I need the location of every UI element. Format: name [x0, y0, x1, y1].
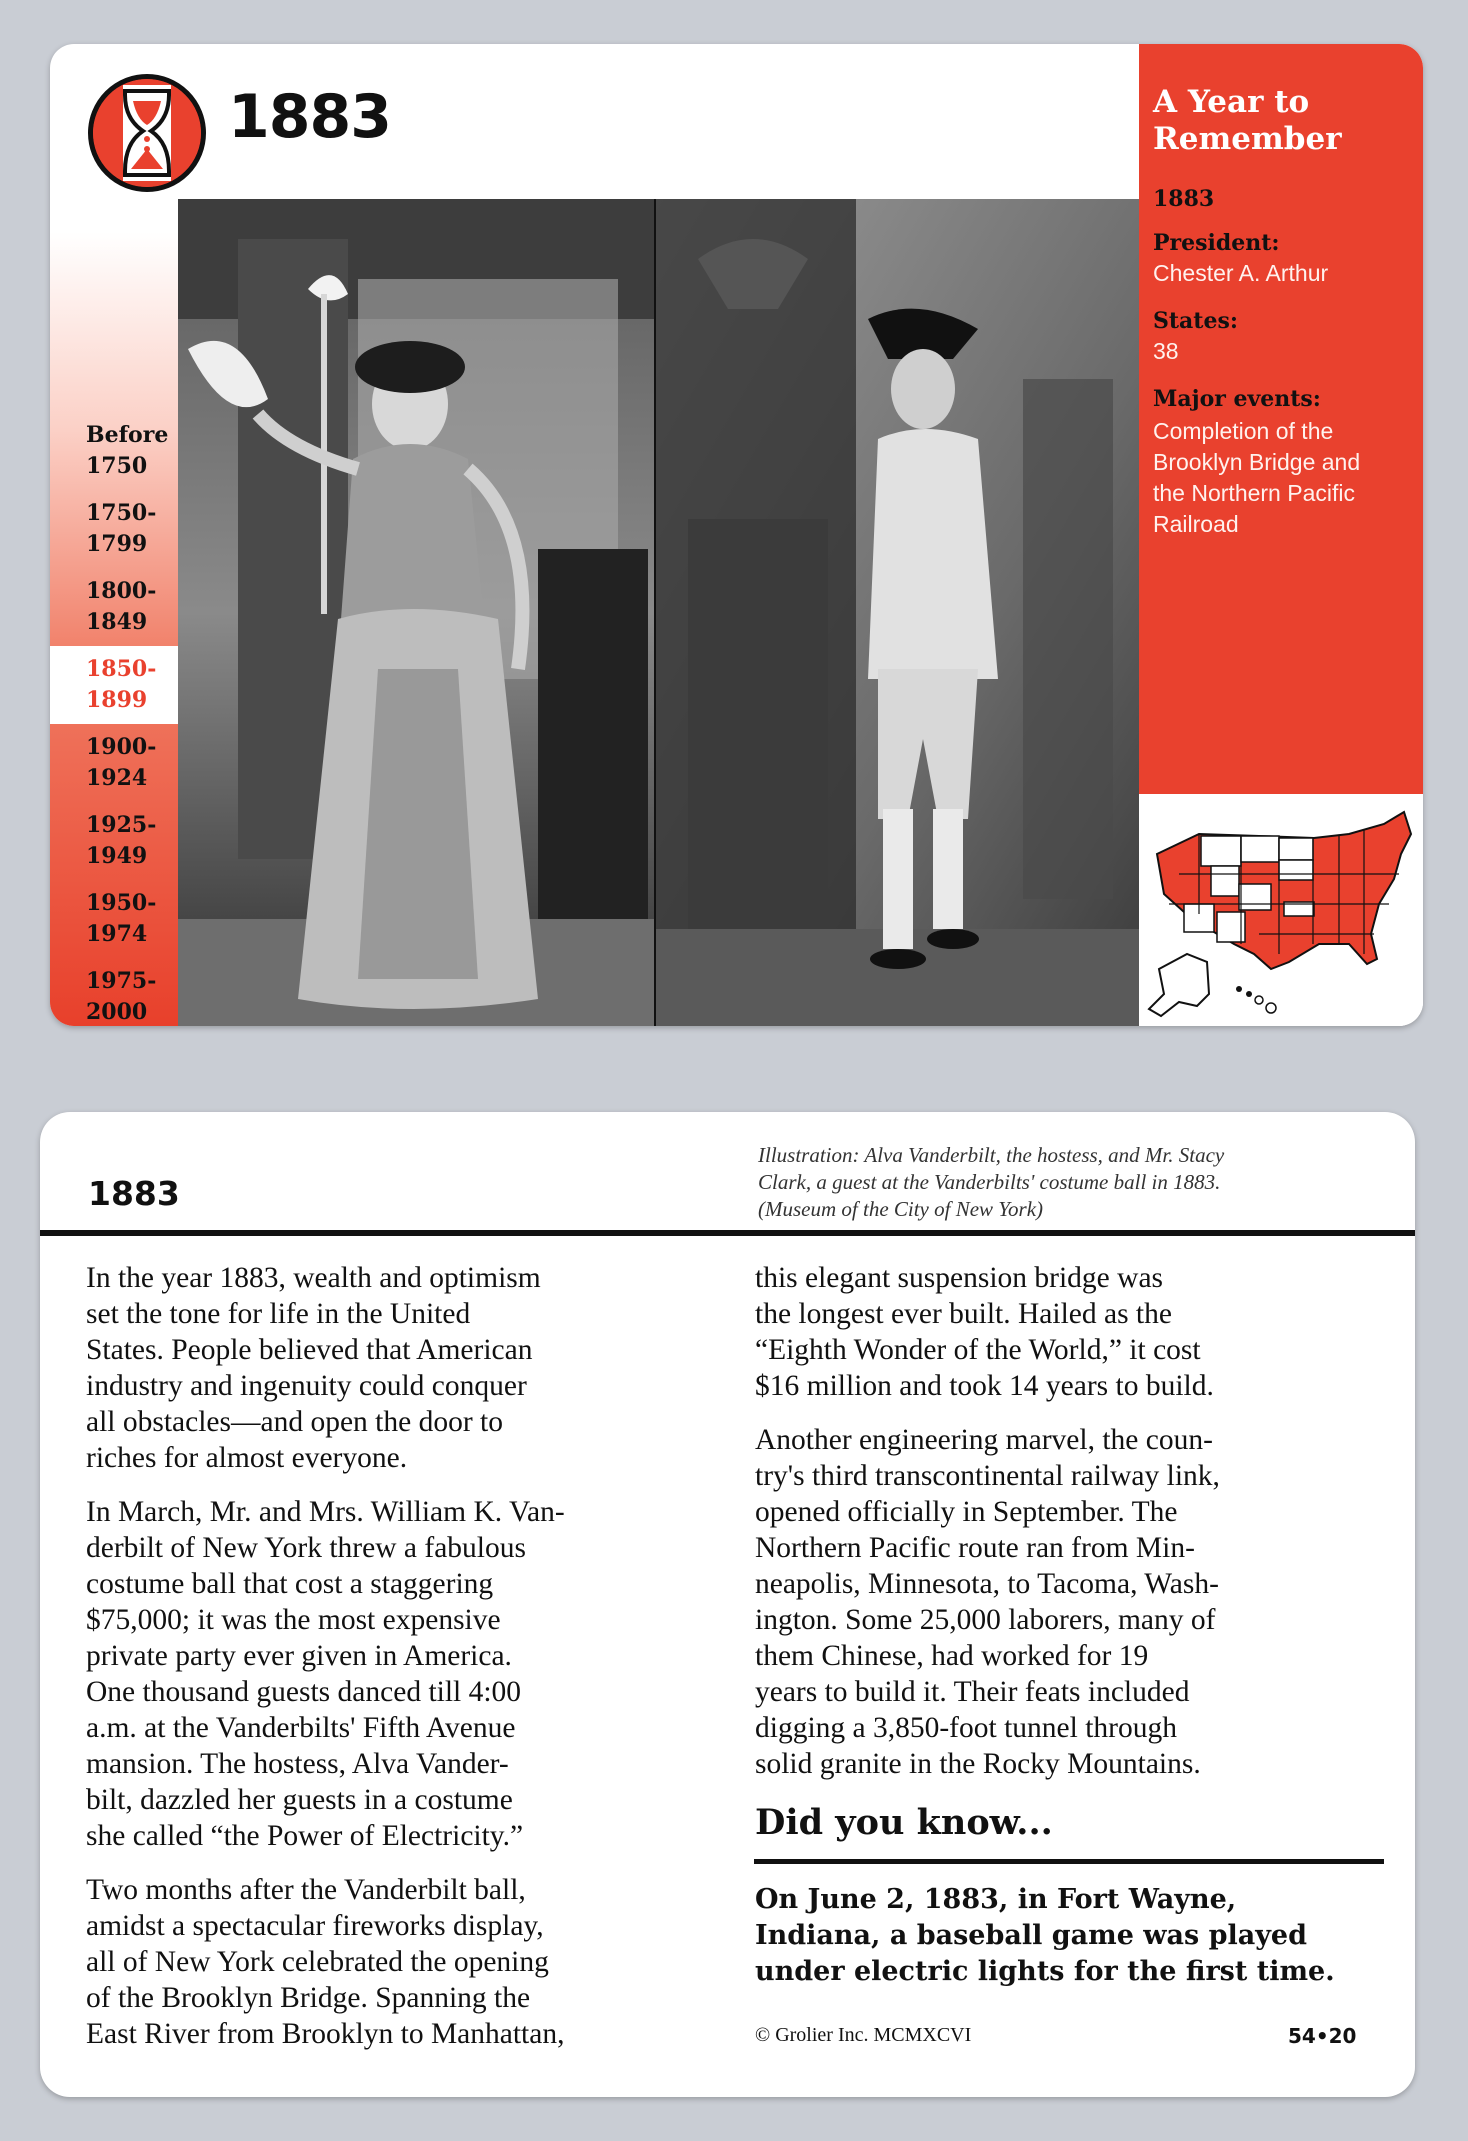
timeline-item-line2: 1799 — [86, 531, 148, 557]
article-column-left — [86, 1260, 712, 2070]
states-value: 38 — [1153, 338, 1179, 364]
timeline-item-line2: 1924 — [86, 765, 148, 791]
timeline-item-before-1750[interactable] — [50, 412, 178, 490]
copyright-notice: © Grolier Inc. MCMXCVI — [755, 2024, 972, 2046]
panel-title-line1: A Year to — [1153, 84, 1310, 120]
article-year: 1883 — [88, 1174, 180, 1213]
text-line: ington. Some 25,000 laborers, many of — [755, 1604, 1216, 1636]
text-line: In March, Mr. and Mrs. William K. Van- — [86, 1496, 565, 1528]
panel-header — [1139, 44, 1423, 168]
front-card — [50, 44, 1423, 1026]
events-label: Major events: — [1153, 386, 1321, 412]
text-line: On June 2, 1883, in Fort Wayne, — [755, 1884, 1237, 1915]
timeline-item-1900-1924[interactable] — [50, 724, 178, 802]
timeline-item-1950-1974[interactable] — [50, 880, 178, 958]
text-line: East River from Brooklyn to Manhattan, — [86, 2018, 565, 2050]
paragraph — [86, 1260, 712, 1476]
text-line: them Chinese, had worked for 19 — [755, 1640, 1149, 1672]
text-line: all of New York celebrated the opening — [86, 1946, 549, 1978]
text-line: opened officially in September. The — [755, 1496, 1178, 1528]
text-line: States. People believed that American — [86, 1334, 533, 1366]
article-column-right — [755, 1260, 1385, 1800]
text-line: bilt, dazzled her guests in a costume — [86, 1784, 513, 1816]
panel-title — [1153, 84, 1413, 158]
text-line: private party ever given in America. — [86, 1640, 512, 1672]
timeline-item-line2: 1974 — [86, 921, 148, 947]
panel-title-line2: Remember — [1153, 121, 1342, 157]
page-title: 1883 — [228, 82, 391, 152]
events-value — [1153, 416, 1415, 540]
events-line: Brooklyn Bridge and — [1153, 449, 1361, 475]
text-line: derbilt of New York threw a fabulous — [86, 1532, 526, 1564]
timeline-item-line1: 1975- — [86, 968, 157, 994]
back-card — [40, 1112, 1415, 2097]
text-line: One thousand guests danced till 4:00 — [86, 1676, 522, 1708]
did-you-know-heading: Did you know... — [755, 1802, 1053, 1843]
panel-year: 1883 — [1153, 186, 1215, 212]
us-states-map-icon — [1139, 794, 1423, 1026]
text-line: riches for almost everyone. — [86, 1442, 408, 1474]
text-line: Northern Pacific route ran from Min- — [755, 1532, 1195, 1564]
timeline-item-line2: 2000 — [86, 999, 148, 1025]
caption-line: Illustration: Alva Vanderbilt, the hostess, and Mr. Stacy — [758, 1143, 1225, 1167]
text-line: all obstacles—and open the door to — [86, 1406, 503, 1438]
timeline-item-1800-1849[interactable] — [50, 568, 178, 646]
timeline-item-line2: 1849 — [86, 609, 148, 635]
caption-line: (Museum of the City of New York) — [758, 1197, 1044, 1221]
paragraph — [86, 1872, 712, 2052]
events-line: Completion of the — [1153, 418, 1334, 444]
text-line: set the tone for life in the United — [86, 1298, 471, 1330]
did-you-know-divider — [754, 1859, 1384, 1864]
timeline-item-line1: Before — [86, 422, 169, 448]
text-line: mansion. The hostess, Alva Vander- — [86, 1748, 509, 1780]
text-line: the longest ever built. Hailed as the — [755, 1298, 1172, 1330]
panel-body — [1139, 168, 1423, 818]
text-line: $16 million and took 14 years to build. — [755, 1370, 1214, 1402]
timeline-item-1975-2000[interactable] — [50, 958, 178, 1026]
alva-vanderbilt-photo — [178, 199, 654, 1026]
timeline-item-line1: 1900- — [86, 734, 157, 760]
card-number: 54•20 — [1288, 2024, 1357, 2048]
president-value: Chester A. Arthur — [1153, 260, 1329, 286]
text-line: amidst a spectacular fireworks display, — [86, 1910, 544, 1942]
text-line: neapolis, Minnesota, to Tacoma, Wash- — [755, 1568, 1219, 1600]
timeline-item-line2: 1949 — [86, 843, 148, 869]
timeline-item-line1: 1925- — [86, 812, 157, 838]
text-line: Two months after the Vanderbilt ball, — [86, 1874, 526, 1906]
photo-caption — [758, 1142, 1388, 1223]
paragraph — [755, 1260, 1385, 1404]
text-line: costume ball that cost a staggering — [86, 1568, 494, 1600]
caption-line: Clark, a guest at the Vanderbilts' costume ball in 1883. — [758, 1170, 1221, 1194]
text-line: digging a 3,850-foot tunnel through — [755, 1712, 1177, 1744]
timeline-item-1925-1949[interactable] — [50, 802, 178, 880]
text-line: solid granite in the Rocky Mountains. — [755, 1748, 1201, 1780]
year-summary-panel — [1139, 44, 1423, 1026]
timeline-item-line1: 1950- — [86, 890, 157, 916]
timeline-item-line2: 1750 — [86, 453, 148, 479]
hourglass-icon — [88, 74, 206, 192]
timeline-item-1850-1899[interactable] — [50, 646, 178, 724]
text-line: years to build it. Their feats included — [755, 1676, 1190, 1708]
text-line: this elegant suspension bridge was — [755, 1262, 1164, 1294]
costume-ball-photos — [178, 199, 1139, 1026]
states-label: States: — [1153, 308, 1238, 334]
text-line: Another engineering marvel, the coun- — [755, 1424, 1213, 1456]
timeline-item-line1: 1850- — [86, 656, 157, 682]
events-line: the Northern Pacific — [1153, 480, 1355, 506]
events-line: Railroad — [1153, 511, 1239, 537]
stacy-clark-photo — [656, 199, 1139, 1026]
header-divider — [40, 1230, 1415, 1236]
text-line: industry and ingenuity could conquer — [86, 1370, 527, 1402]
text-line: of the Brooklyn Bridge. Spanning the — [86, 1982, 531, 2014]
timeline-item-line1: 1800- — [86, 578, 157, 604]
text-line: a.m. at the Vanderbilts' Fifth Avenue — [86, 1712, 516, 1744]
text-line: “Eighth Wonder of the World,” it cost — [755, 1334, 1201, 1366]
timeline-nav — [50, 232, 178, 1026]
text-line: she called “the Power of Electricity.” — [86, 1820, 524, 1852]
text-line: Indiana, a baseball game was played — [755, 1920, 1307, 1951]
timeline-item-line1: 1750- — [86, 500, 157, 526]
text-line: $75,000; it was the most expensive — [86, 1604, 501, 1636]
text-line: In the year 1883, wealth and optimism — [86, 1262, 541, 1294]
text-line: try's third transcontinental railway link, — [755, 1460, 1220, 1492]
paragraph — [86, 1494, 712, 1854]
did-you-know-text — [755, 1882, 1395, 1990]
timeline-item-1750-1799[interactable] — [50, 490, 178, 568]
text-line: under electric lights for the first time. — [755, 1956, 1335, 1987]
timeline-item-line2: 1899 — [86, 687, 148, 713]
president-label: President: — [1153, 230, 1280, 256]
paragraph — [755, 1422, 1385, 1782]
